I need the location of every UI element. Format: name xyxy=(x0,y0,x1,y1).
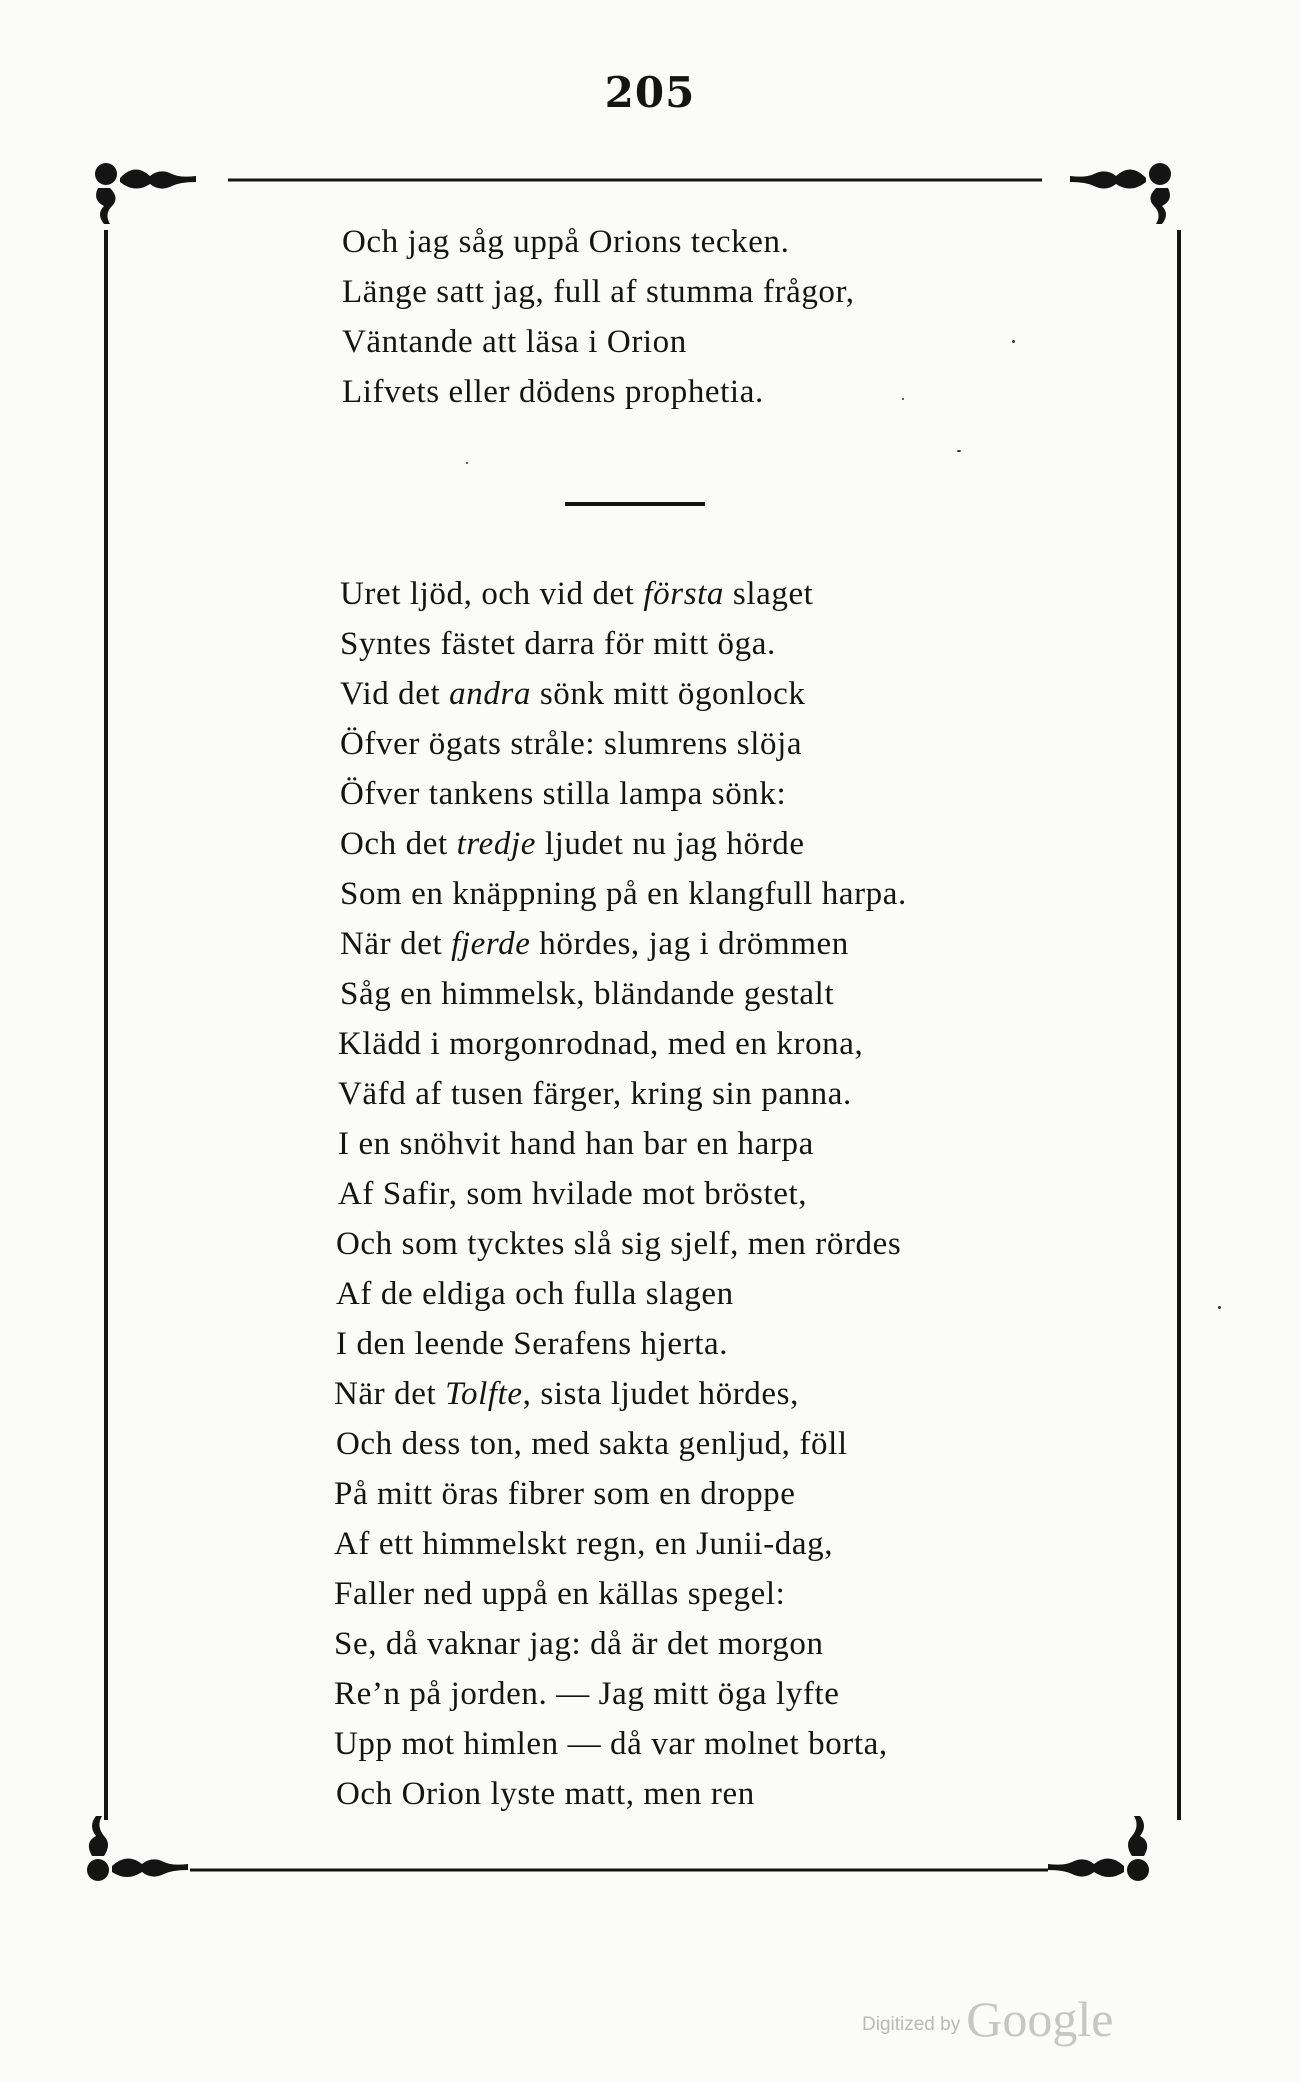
top-ornamental-border xyxy=(0,148,1300,228)
poem-line: Som en knäppning på en klangfull harpa. xyxy=(340,876,907,912)
poem-line: Faller ned uppå en källas spegel: xyxy=(334,1576,786,1612)
poem-line: På mitt öras fibrer som en droppe xyxy=(334,1476,796,1512)
print-speck xyxy=(1012,340,1015,343)
print-speck xyxy=(466,462,468,464)
poem-line: Öfver tankens stilla lampa sönk: xyxy=(340,776,787,812)
poem-line: När det fjerde hördes, jag i drömmen xyxy=(340,926,849,962)
poem-line: Af ett himmelskt regn, en Junii-dag, xyxy=(334,1526,834,1562)
print-speck xyxy=(902,398,904,400)
left-border-line xyxy=(104,230,108,1820)
watermark-prefix: Digitized by xyxy=(862,2014,961,2035)
poem-line: I den leende Serafens hjerta. xyxy=(336,1326,729,1362)
poem-line: Väfd af tusen färger, kring sin panna. xyxy=(338,1076,852,1112)
poem-line: Och dess ton, med sakta genljud, föll xyxy=(336,1426,848,1462)
poem-line: Klädd i morgonrodnad, med en krona, xyxy=(338,1026,864,1062)
poem-line: Och som tycktes slå sig sjelf, men rördes xyxy=(336,1226,902,1262)
google-digitized-watermark xyxy=(862,1990,1113,2048)
poem-line: Re’n på jorden. — Jag mitt öga lyfte xyxy=(334,1676,840,1712)
google-logo: Google xyxy=(966,1991,1114,2047)
poem-line: Uret ljöd, och vid det första slaget xyxy=(340,576,814,612)
right-border-line xyxy=(1177,230,1181,1820)
poem-line: I en snöhvit hand han bar en harpa xyxy=(338,1126,814,1162)
poem-line: Af de eldiga och fulla slagen xyxy=(336,1276,734,1312)
poem-line: Såg en himmelsk, bländande gestalt xyxy=(340,976,835,1012)
print-speck xyxy=(957,450,961,452)
poem-line: Syntes fästet darra för mitt öga. xyxy=(340,626,776,662)
bottom-left-corner-ornament xyxy=(87,1816,188,1881)
poem-line: Öfver ögats stråle: slumrens slöja xyxy=(340,726,803,762)
poem-line: Se, då vaknar jag: då är det morgon xyxy=(334,1626,824,1662)
poem-line: Och jag såg uppå Orions tecken. xyxy=(342,224,790,260)
poem-line: Och Orion lyste matt, men ren xyxy=(336,1776,755,1812)
poem-line: Väntande att läsa i Orion xyxy=(342,324,687,360)
poem-line: Länge satt jag, full af stumma frågor, xyxy=(342,274,855,310)
bottom-right-corner-ornament xyxy=(1048,1816,1149,1881)
poem-line: Upp mot himlen — då var molnet borta, xyxy=(334,1726,888,1762)
top-right-corner-ornament xyxy=(1070,163,1171,224)
page-number: 205 xyxy=(604,68,696,117)
print-speck xyxy=(1218,1306,1221,1309)
poem-line: Och det tredje ljudet nu jag hörde xyxy=(340,826,805,862)
top-left-corner-ornament xyxy=(95,163,196,224)
poem-line: Lifvets eller dödens prophetia. xyxy=(342,374,764,410)
bottom-ornamental-border xyxy=(0,1812,1300,1892)
poem-line: När det Tolfte, sista ljudet hördes, xyxy=(334,1376,799,1412)
poem-line: Vid det andra sönk mitt ögonlock xyxy=(340,676,806,712)
section-divider xyxy=(565,502,705,506)
poem-line: Af Safir, som hvilade mot bröstet, xyxy=(338,1176,808,1212)
